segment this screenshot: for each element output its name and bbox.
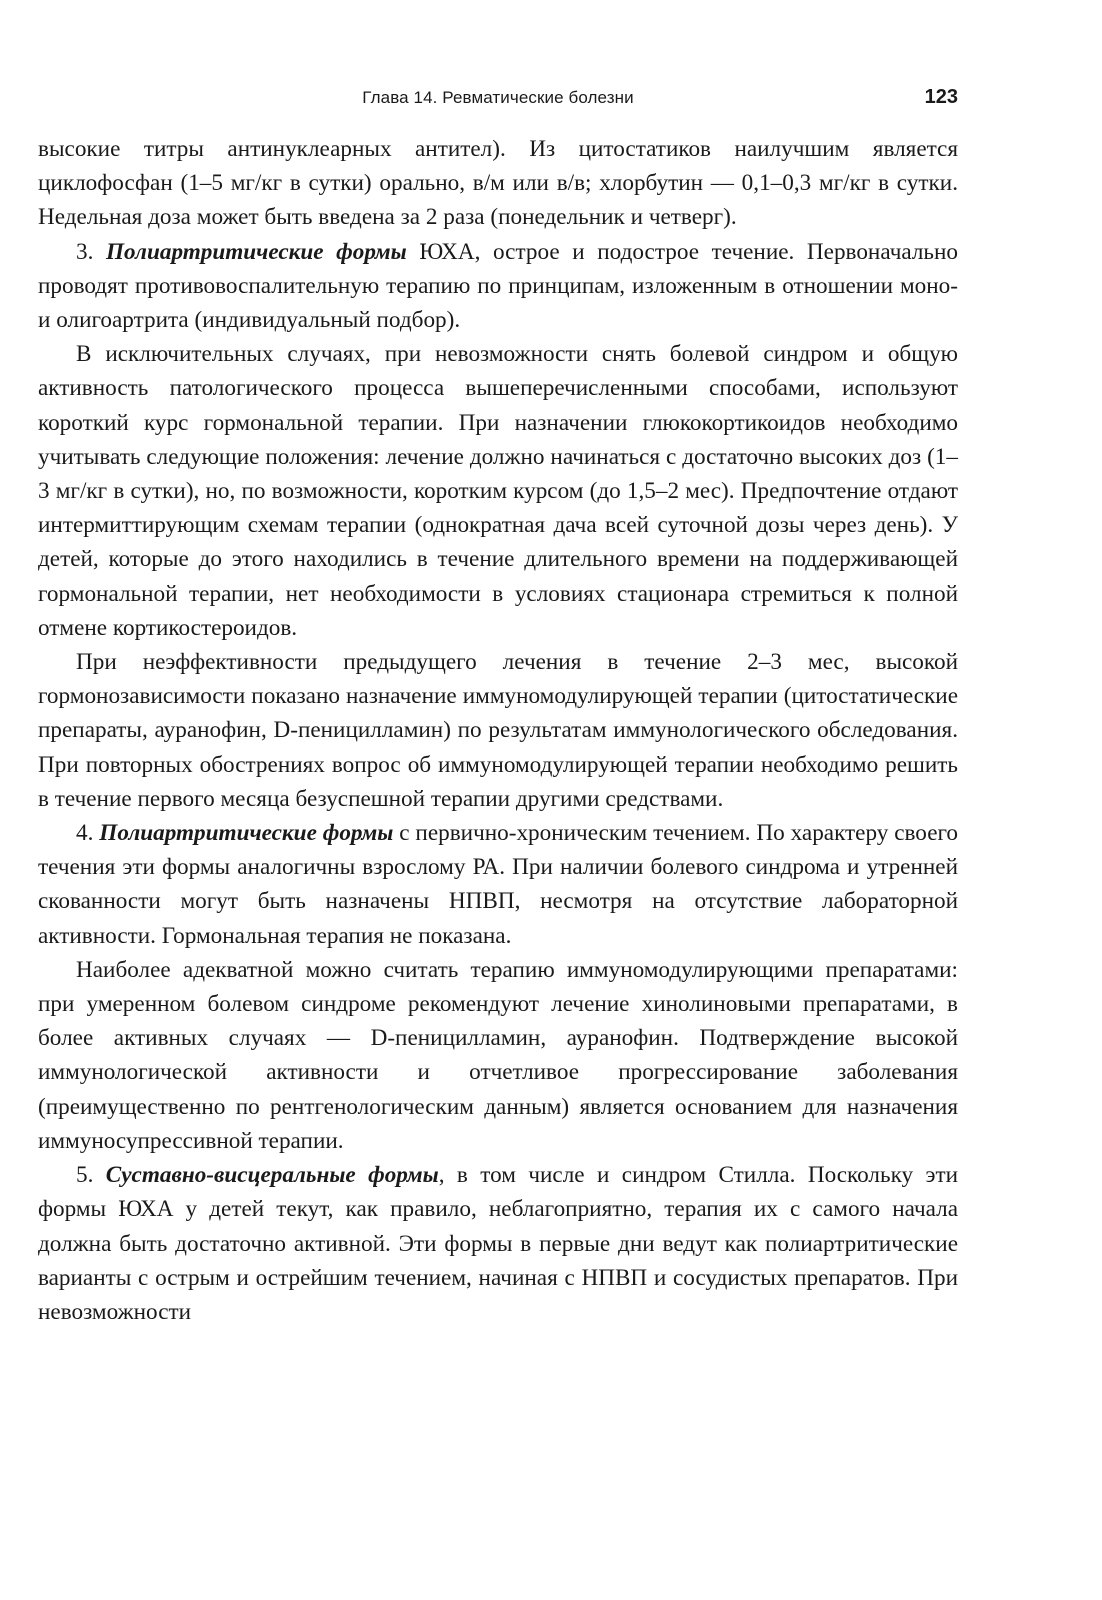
paragraph-hormone-therapy — [38, 337, 958, 645]
paragraph-section-3 — [38, 235, 958, 338]
paragraph-continuation — [38, 132, 958, 235]
paragraph-immunomodulating — [38, 645, 958, 816]
chapter-title: Глава 14. Ревматические болезни — [362, 88, 634, 107]
paragraph-text: При неэффективности предыдущего лечения в течение 2–3 мес, высокой гормонозависимости показано назначение иммуномодулирующей терапии (цитостатические препараты, ауранофин, D-пеницилламин) по результатам иммунологического обследования. При повторных обострениях вопрос об иммуномодулирующей терапии необходимо решить в течение первого месяца безуспешной терапии другими средствами. — [38, 649, 958, 812]
list-number: 5. — [76, 1162, 106, 1189]
paragraph-text: В исключительных случаях, при невозможности снять болевой синдром и общую активность патологического процесса вышеперечисленными способами, используют короткий курс гормональной терапии. При назначении глюкокортикоидов необходимо учитывать следующие положения: лечение должно начинаться с достаточно высоких доз (1–3 мг/кг в сутки), но, по возможности, коротким курсом (до 1,5–2 мес). Предпочтение отдают интермиттирующим схемам терапии (однократная дача всей суточной дозы через день). У детей, которые до этого находились в течение длительного времени на поддерживающей гормональной терапии, нет необходимости в условиях стационара стремиться к полной отмене кортикостероидов. — [38, 341, 958, 641]
paragraph-section-5 — [38, 1158, 958, 1329]
list-number: 4. — [76, 820, 100, 847]
paragraph-text: с первично-хроническим течением. По характеру своего течения эти формы аналогичны взрослому РА. При наличии болевого синдрома и утренней скованности могут быть назначены НПВП, несмотря на отсутствие лабораторной активности. Гормональная терапия не показана. — [38, 820, 959, 949]
page-number: 123 — [924, 86, 958, 108]
body-text — [38, 132, 958, 1329]
paragraph-text: высокие титры антинуклеарных антител). Из цитостатиков наилучшим является циклофосфан (1–5 мг/кг в сутки) орально, в/м или в/в; хлорбутин — 0,1–0,3 мг/кг в сутки. Недельная доза может быть введена за 2 раза (понедельник и четверг). — [38, 136, 958, 231]
paragraph-adequate-therapy — [38, 953, 958, 1158]
paragraph-text: ЮХА, острое и подострое течение. Первоначально проводят противовоспалительную терапию по принципам, изложенным в отношении моно- и олигоартрита (индивидуальный подбор). — [38, 238, 959, 334]
list-number: 3. — [76, 238, 106, 265]
running-head — [38, 86, 958, 112]
section-term: Суставно-висцеральные формы — [105, 1162, 439, 1189]
paragraph-text: Наиболее адекватной можно считать терапию иммуномодулирующими препаратами: при умеренном болевом синдроме рекомендуют лечение хинолиновыми препаратами, в более активных случаях — D-пеницилламин, ауранофин. Подтверждение высокой иммунологической активности и отчетливое прогрессирование заболевания (преимущественно по рентгенологическим данным) является основанием для назначения иммуносупрессивной терапии. — [38, 956, 958, 1154]
paragraph-text: , в том числе и синдром Стилла. Поскольку эти формы ЮХА у детей текут, как правило, неблагоприятно, терапия их с самого начала должна быть достаточно активной. Эти формы в первые дни ведут как полиартритические варианты с острым и острейшим течением, начиная с НПВП и сосудистых препаратов. При невозможности — [38, 1162, 959, 1325]
paragraph-section-4 — [38, 816, 958, 953]
section-term: Полиартритические формы — [99, 820, 394, 847]
section-term: Полиартритические формы — [106, 238, 407, 265]
